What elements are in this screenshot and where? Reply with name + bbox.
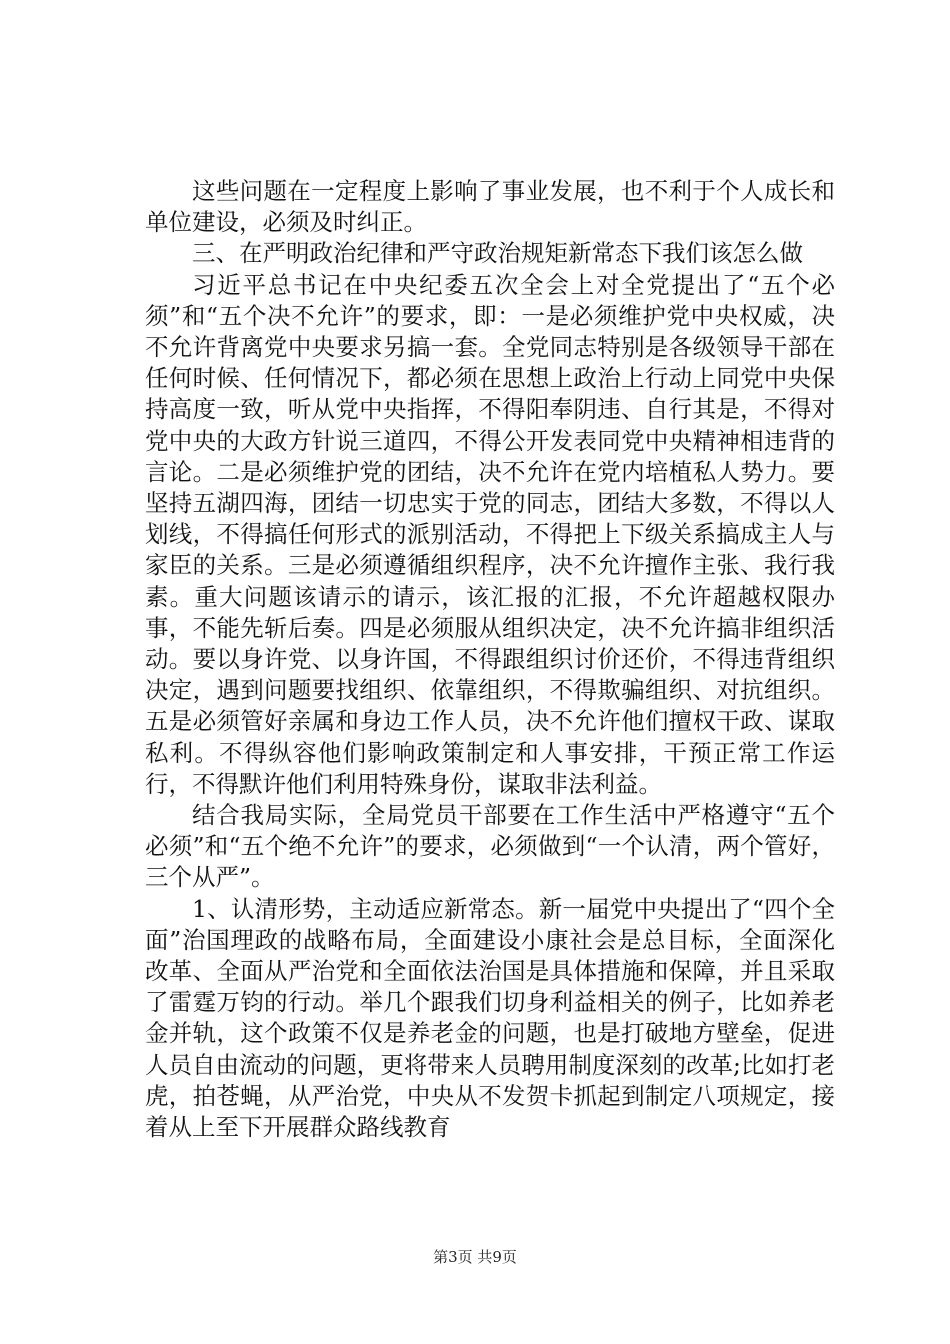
page-number: 第3页 共9页 — [433, 1248, 517, 1266]
paragraph-point-1: 1、认清形势，主动适应新常态。新一届党中央提出了“四个全面”治国理政的战略布局，全面建设小康社会是总目标，全面深化改革、全面从严治党和全面依法治国是具体措施和保障，并且采取了雷霆万钧的行动。举几个跟我们切身利益相关的例子，比如养老金并轨，这个政策不仅是养老金的问题，也是打破地方壁垒，促进人员自由流动的问题，更将带来人员聘用制度深刻的改革;比如打老虎，拍苍蝇，从严治党，中央从不发贺卡抓起到制定八项规定，接着从上至下开展群众路线教育 — [145, 894, 835, 1142]
paragraph-local-practice: 结合我局实际，全局党员干部要在工作生活中严格遵守“五个必须”和“五个绝不允许”的要求，必须做到“一个认清，两个管好，三个从严”。 — [145, 801, 835, 892]
paragraph-five-musts: 习近平总书记在中央纪委五次全会上对全党提出了“五个必须”和“五个决不允许”的要求，即：一是必须维护党中央权威，决不允许背离党中央要求另搞一套。全党同志特别是各级领导干部在任何时候、任何情况下，都必须在思想上政治上行动上同党中央保持高度一致，听从党中央指挥，不得阳奉阴违、自行其是，不得对党中央的大政方针说三道四，不得公开发表同党中央精神相违背的言论。二是必须维护党的团结，决不允许在党内培植私人势力。要坚持五湖四海，团结一切忠实于党的同志，团结大多数，不得以人划线，不得搞任何形式的派别活动，不得把上下级关系搞成主人与家臣的关系。三是必须遵循组织程序，决不允许擅作主张、我行我素。重大问题该请示的请示，该汇报的汇报，不允许超越权限办事，不能先斩后奏。四是必须服从组织决定，决不允许搞非组织活动。要以身许党、以身许国，不得跟组织讨价还价，不得违背组织决定，遇到问题要找组织、依靠组织，不得欺骗组织、对抗组织。五是必须管好亲属和身边工作人员，决不允许他们擅权干政、谋取私利。不得纵容他们影响政策制定和人事安排，干预正常工作运行，不得默许他们利用特殊身份，谋取非法利益。 — [145, 270, 835, 798]
section-heading-3: 三、在严明政治纪律和严守政治规矩新常态下我们该怎么做 — [192, 239, 803, 268]
document-body — [145, 176, 835, 1143]
paragraph-problems: 这些问题在一定程度上影响了事业发展，也不利于个人成长和单位建设，必须及时纠正。 — [145, 177, 835, 237]
